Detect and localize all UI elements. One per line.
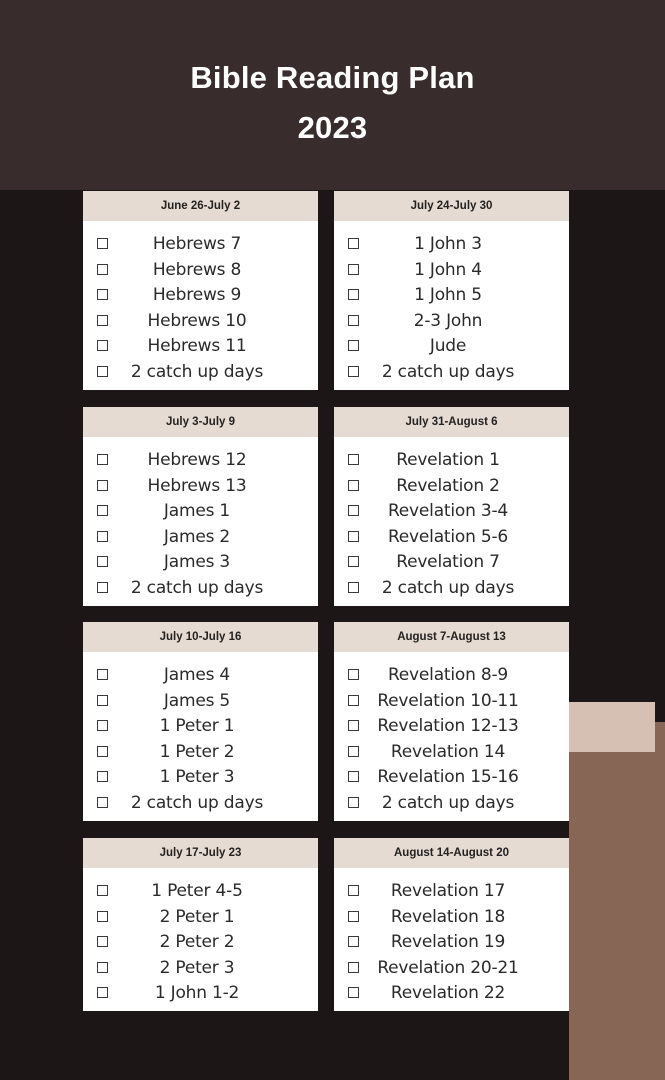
reading-label: Hebrews 10 [147,310,247,331]
reading-item [83,791,318,816]
reading-checkbox[interactable] [348,962,359,973]
reading-checkbox[interactable] [348,771,359,782]
week-date-range: July 24-July 30 [334,191,569,221]
reading-item [334,525,569,550]
reading-item [83,232,318,257]
reading-item [83,448,318,473]
reading-label: Hebrews 11 [147,336,247,356]
reading-label: 2 catch up days [130,792,264,813]
reading-item [83,576,318,601]
reading-label: Revelation 18 [390,906,506,927]
reading-label: Hebrews 12 [147,450,247,470]
reading-checkbox[interactable] [97,797,108,808]
reading-item [83,474,318,499]
reading-checkbox[interactable] [348,669,359,680]
reading-item [83,663,318,688]
reading-item [83,499,318,524]
reading-item [334,499,569,524]
reading-item [334,576,569,601]
reading-item [334,334,569,359]
reading-checkbox[interactable] [97,695,108,706]
reading-label: Revelation 10-11 [377,690,519,711]
reading-checkbox[interactable] [97,238,108,249]
reading-label: 2 catch up days [381,577,515,598]
reading-item [83,550,318,575]
reading-item [83,258,318,283]
reading-checkbox[interactable] [97,264,108,275]
reading-checkbox[interactable] [348,556,359,567]
reading-label: Hebrews 7 [152,234,242,254]
reading-label: James 5 [163,690,231,711]
reading-checkbox[interactable] [97,771,108,782]
reading-checkbox[interactable] [97,720,108,731]
reading-item [83,956,318,981]
reading-checkbox[interactable] [97,556,108,567]
reading-checkbox[interactable] [348,454,359,465]
reading-label: Revelation 7 [396,552,500,572]
reading-checkbox[interactable] [348,366,359,377]
reading-label: James 1 [163,501,231,521]
reading-item [334,283,569,308]
reading-label: 2 catch up days [381,792,515,813]
reading-item [334,714,569,739]
reading-checkbox[interactable] [97,669,108,680]
reading-checkbox[interactable] [348,695,359,706]
week-date-range: August 7-August 13 [334,622,569,652]
reading-item [83,930,318,955]
reading-label: 1 John 5 [414,285,482,305]
reading-label: Revelation 3-4 [387,501,509,521]
reading-item [334,689,569,714]
reading-label: 1 Peter 3 [159,767,235,787]
reading-checkbox[interactable] [348,238,359,249]
week-card [83,838,318,1011]
reading-checkbox[interactable] [348,264,359,275]
reading-label: Revelation 12-13 [377,716,519,736]
reading-item [334,930,569,955]
reading-label: Revelation 2 [396,475,500,496]
reading-label: Revelation 20-21 [377,957,519,978]
reading-item [83,765,318,790]
week-card [83,191,318,390]
week-card [334,622,569,821]
reading-label: Hebrews 9 [152,285,242,305]
decorative-block-light [569,702,655,752]
page-title: Bible Reading Plan [190,60,475,95]
reading-checkbox[interactable] [348,885,359,896]
reading-item [83,309,318,334]
reading-item [83,525,318,550]
reading-label: James 3 [163,552,231,572]
week-card [334,407,569,606]
week-date-range: July 10-July 16 [83,622,318,652]
reading-item [83,334,318,359]
reading-label: Revelation 8-9 [387,665,509,685]
reading-label: 2-3 John [413,310,483,331]
reading-checkbox[interactable] [97,987,108,998]
header-banner [0,0,665,190]
reading-checkbox[interactable] [348,340,359,351]
reading-label: Revelation 5-6 [387,526,509,547]
reading-item [334,981,569,1006]
reading-checkbox[interactable] [97,366,108,377]
reading-label: 1 John 1-2 [154,983,240,1003]
reading-item [83,714,318,739]
reading-checkbox[interactable] [97,936,108,947]
reading-label: Revelation 14 [390,741,506,762]
reading-label: James 4 [163,665,231,685]
reading-checkbox[interactable] [97,885,108,896]
reading-checkbox[interactable] [348,582,359,593]
week-date-range: July 31-August 6 [334,407,569,437]
reading-label: 2 Peter 2 [159,932,235,952]
reading-label: 2 catch up days [130,577,264,598]
week-card [334,191,569,390]
reading-checkbox[interactable] [348,505,359,516]
reading-label: Jude [429,336,467,356]
week-date-range: July 3-July 9 [83,407,318,437]
reading-item [334,879,569,904]
reading-label: 1 John 3 [414,234,482,254]
reading-checkbox[interactable] [97,454,108,465]
reading-checkbox[interactable] [97,315,108,326]
reading-item [334,550,569,575]
reading-item [334,448,569,473]
reading-item [334,309,569,334]
reading-checkbox[interactable] [348,911,359,922]
reading-checkbox[interactable] [348,531,359,542]
reading-label: 2 Peter 3 [159,957,235,978]
reading-label: James 2 [163,526,231,547]
reading-item [334,791,569,816]
reading-item [83,905,318,930]
week-date-range: June 26-July 2 [83,191,318,221]
reading-item [334,232,569,257]
reading-item [334,765,569,790]
week-card [83,622,318,821]
reading-label: 1 John 4 [414,259,482,280]
reading-label: Revelation 22 [390,983,506,1003]
reading-label: 2 Peter 1 [159,906,235,927]
reading-item [334,956,569,981]
reading-label: Hebrews 13 [147,475,247,496]
reading-label: 2 catch up days [381,361,515,382]
reading-item [83,740,318,765]
reading-item [83,360,318,385]
reading-checkbox[interactable] [348,315,359,326]
reading-label: 2 catch up days [130,361,264,382]
reading-label: Hebrews 8 [152,259,242,280]
reading-item [334,258,569,283]
reading-checkbox[interactable] [348,480,359,491]
reading-label: Revelation 19 [390,932,506,952]
decorative-block-brown [569,722,665,1080]
reading-checkbox[interactable] [97,746,108,757]
reading-checkbox[interactable] [97,505,108,516]
page-year: 2023 [297,110,368,145]
reading-checkbox[interactable] [97,289,108,300]
week-date-range: August 14-August 20 [334,838,569,868]
week-card [83,407,318,606]
reading-item [83,689,318,714]
reading-checkbox[interactable] [97,582,108,593]
reading-item [83,981,318,1006]
reading-checkbox[interactable] [97,962,108,973]
reading-item [334,360,569,385]
reading-checkbox[interactable] [97,531,108,542]
reading-checkbox[interactable] [97,911,108,922]
reading-item [83,283,318,308]
reading-label: 1 Peter 2 [159,741,235,762]
reading-item [83,879,318,904]
reading-checkbox[interactable] [97,340,108,351]
reading-item [334,740,569,765]
reading-checkbox[interactable] [348,936,359,947]
reading-label: 1 Peter 1 [159,716,235,736]
reading-checkbox[interactable] [97,480,108,491]
reading-item [334,474,569,499]
reading-checkbox[interactable] [348,289,359,300]
reading-checkbox[interactable] [348,720,359,731]
reading-item [334,663,569,688]
reading-label: Revelation 1 [396,450,500,470]
reading-label: Revelation 15-16 [377,767,519,787]
reading-label: Revelation 17 [390,881,506,901]
week-card [334,838,569,1011]
reading-checkbox[interactable] [348,746,359,757]
reading-checkbox[interactable] [348,797,359,808]
reading-item [334,905,569,930]
reading-checkbox[interactable] [348,987,359,998]
week-date-range: July 17-July 23 [83,838,318,868]
reading-label: 1 Peter 4-5 [151,881,243,901]
